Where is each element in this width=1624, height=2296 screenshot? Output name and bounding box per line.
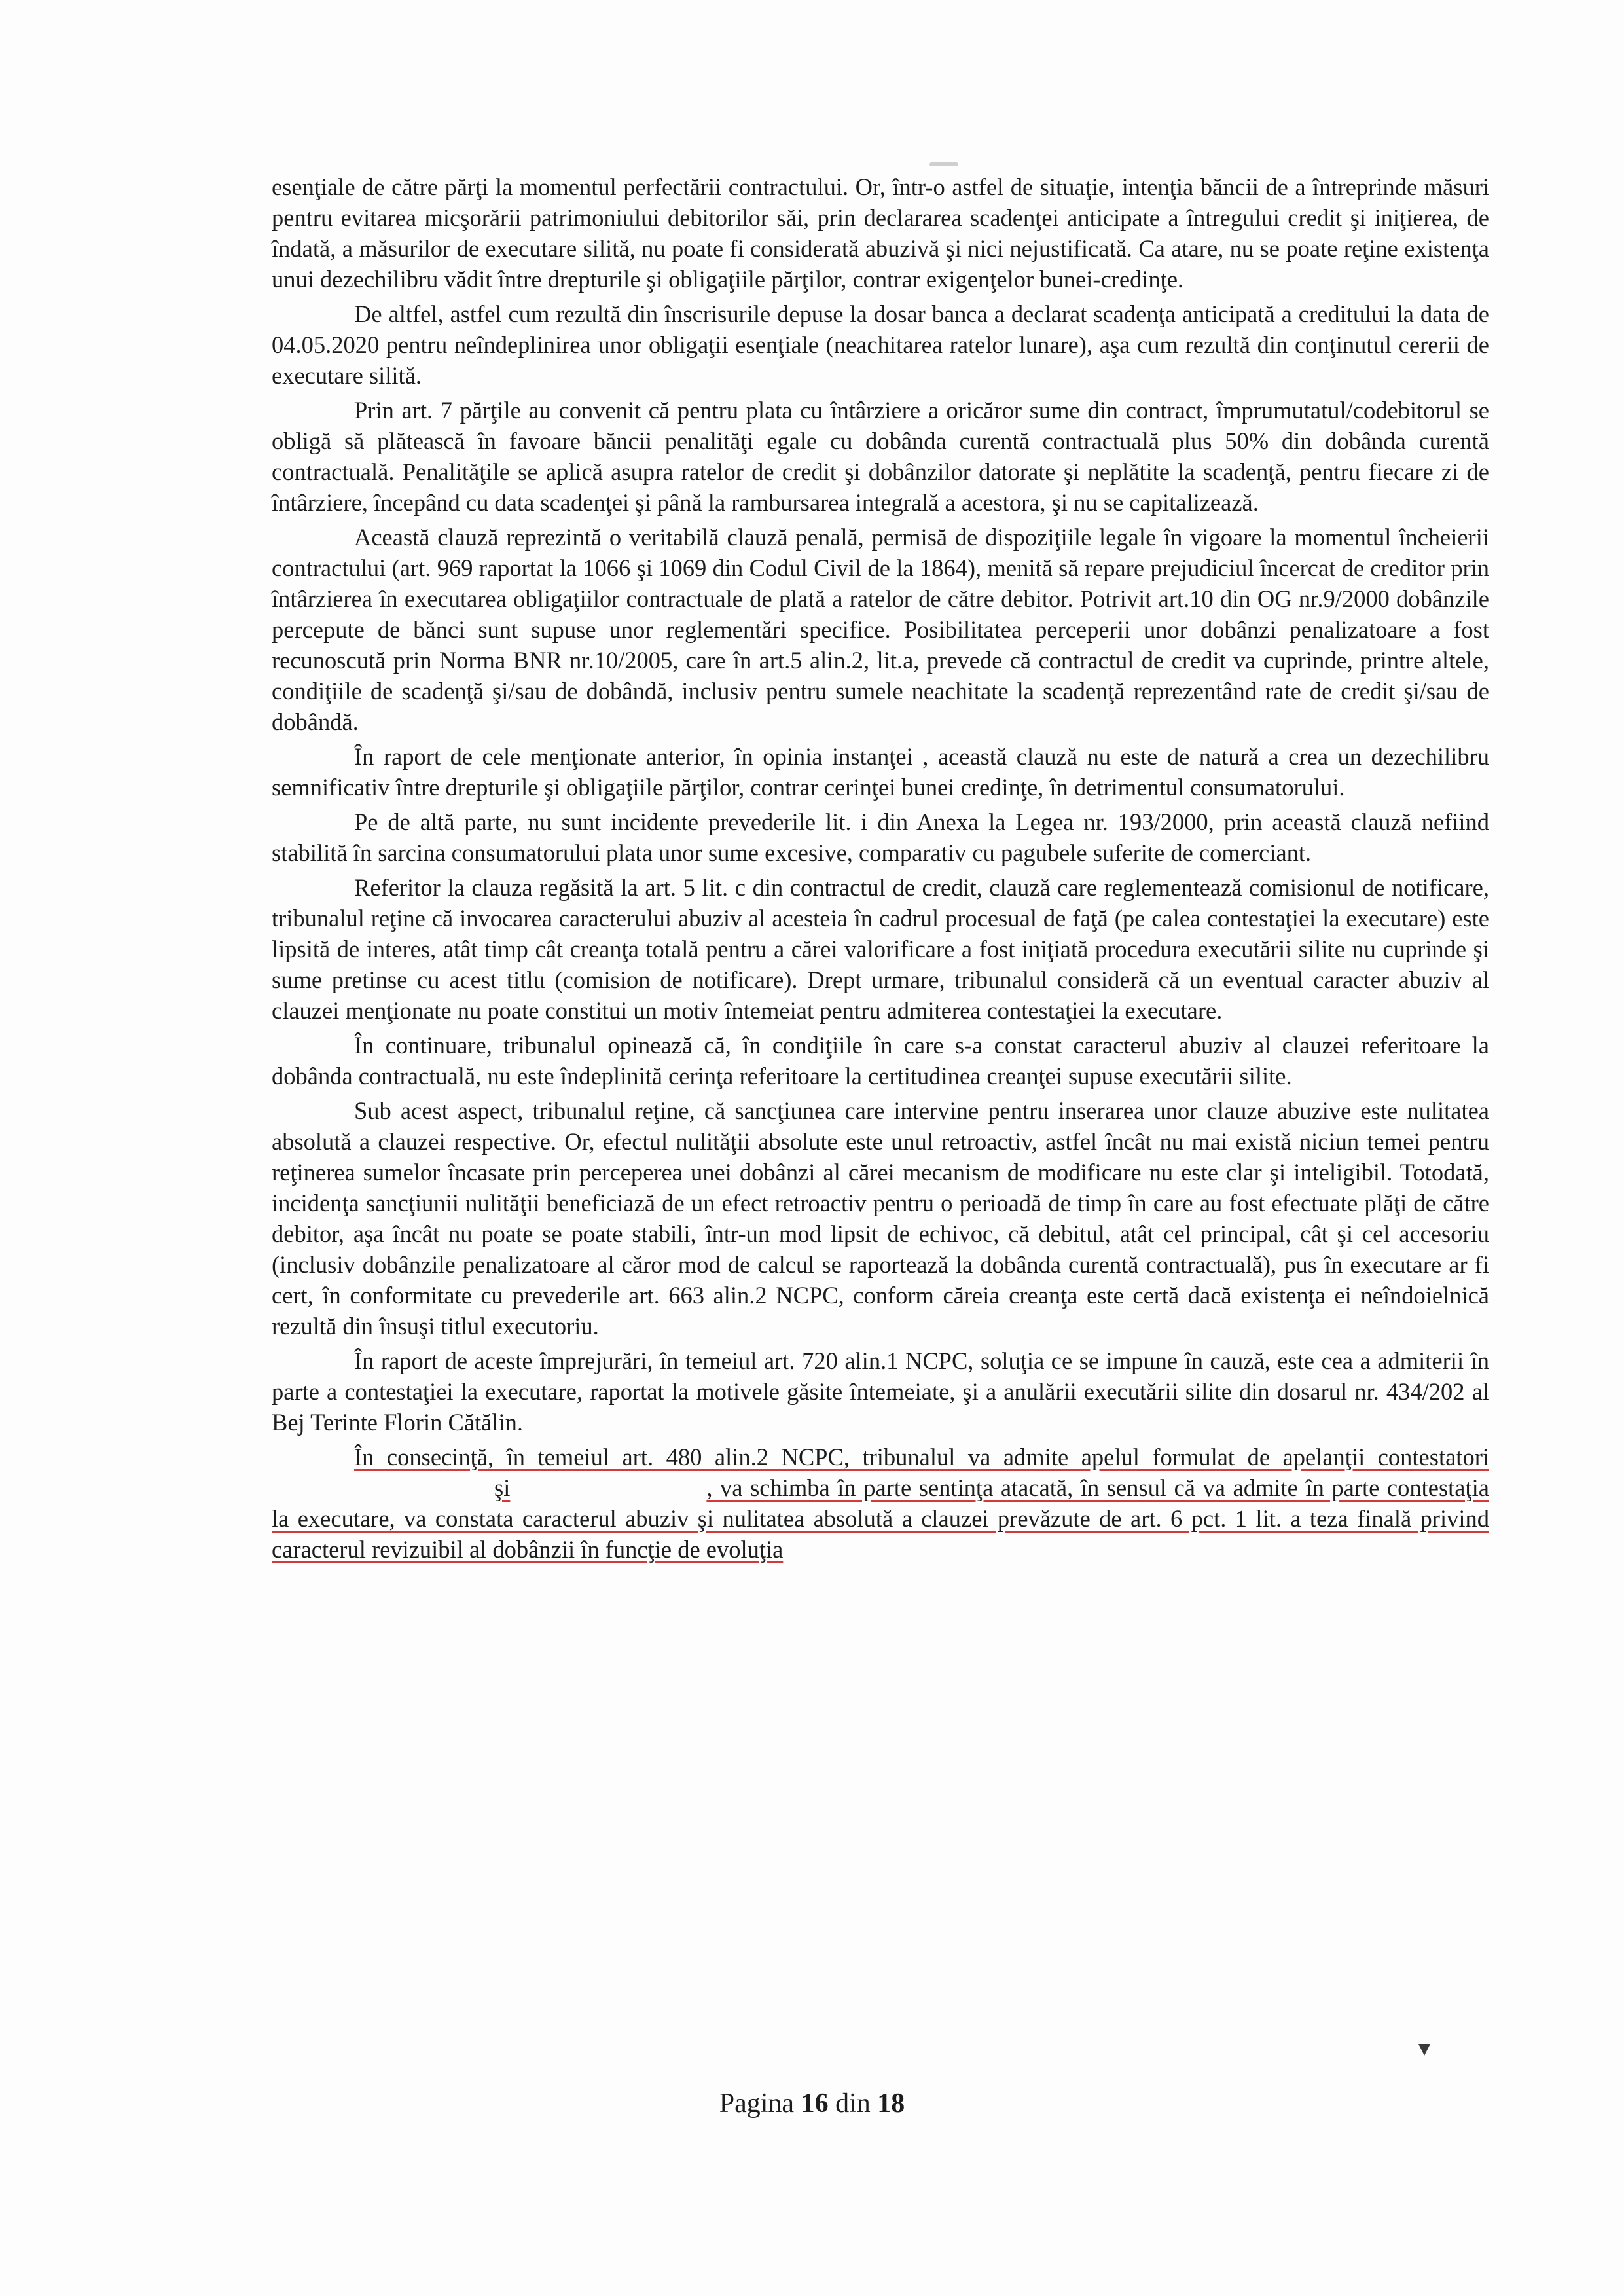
final-part-3: , va schimba în parte sentinţa atacată, în sensul că va admite în parte contestaţia la executare, va constata caracterul abuziv şi nulitatea absolută a clauzei prevăzute de art. 6 pct. 1 lit. a teza finală privind caracterul revizuibil al dobânzii în funcţie de evoluţia (272, 1474, 1489, 1563)
paragraph-7: Referitor la clauza regăsită la art. 5 lit. c din contractul de credit, clauză care reglementează comisionul de notificare, tribunalul reţine că invocarea caracterului abuziv al acesteia în cadrul procesual de faţă (pe calea contestaţiei la executare) este lipsită de interes, atât timp cât creanţa totală pentru a cărei valorificare a fost iniţiată procedura executării silite nu cuprinde şi sume pretinse cu acest titlu (comision de notificare). Drept urmare, tribunalul consideră că un eventual caracter abuziv al clauzei menţionate nu poate constitui un motiv întemeiat pentru admiterea contestaţiei la executare. (272, 874, 1489, 1024)
scan-smudge (929, 162, 958, 166)
scan-mark-icon (1418, 2044, 1430, 2056)
paragraph-3: Prin art. 7 părţile au convenit că pentru plata cu întârziere a oricăror sume din contract, împrumutatul/codebitorul se obligă să plătească în favoare băncii penalităţi egale cu dobânda curentă contractuală plus 50% din dobânda curentă contractuală. Penalităţile se aplică asupra ratelor de credit şi dobânzilor datorate şi neplătite la scadenţă, pentru fiecare zi de întârziere, începând cu data scadenţei şi până la rambursarea integrală a acestora, şi nu se capitalizează. (272, 397, 1489, 516)
page-footer (0, 2087, 1624, 2120)
paragraph-9: Sub acest aspect, tribunalul reţine, că sancţiunea care intervine pentru inserarea unor clauze abuzive este nulitatea absolută a clauzei respective. Or, efectul nulităţii absolute este unul retroactiv, astfel încât nu mai există niciun temei pentru reţinerea sumelor încasate prin perceperea unei dobânzi al cărei mecanism de modificare nu este clar şi inteligibil. Totodată, incidenţa sancţiunii nulităţii beneficiază de un efect retroactiv pentru o perioadă de timp în care au fost efectuate plăţi de către debitor, aşa încât nu poate se poate stabili, într-un mod lipsit de echivoc, că debitul, atât cel principal, cât şi cel accesoriu (inclusiv dobânzile penalizatoare al căror mod de calcul se raportează la dobânda curentă contractuală), pus în executare ar fi cert, în conformitate cu prevederile art. 663 alin.2 NCPC, conform căreia creanţa este certă dacă existenţa ei neîndoielnică rezultă din însuşi titlul executoriu. (272, 1097, 1489, 1339)
document-body (272, 172, 1489, 1569)
final-part-1: În consecinţă, în temeiul art. 480 alin.2 NCPC, tribunalul va admite apelul formulat de apelanţii contestatori (354, 1444, 1489, 1470)
paragraph-1: esenţiale de către părţi la momentul perfectării contractului. Or, într-o astfel de situaţie, intenţia băncii de a întreprinde măsuri pentru evitarea micşorării patrimoniului debitorilor săi, prin declararea scadenţei anticipate a întregului credit şi iniţierea, de îndată, a măsurilor de executare silită, nu poate fi considerată abuzivă şi nici nejustificată. Ca atare, nu se poate reţine existenţa unui dezechilibru vădit între drepturile şi obligaţiile părţilor, contrar exigenţelor bunei-credinţe. (272, 173, 1489, 293)
final-part-2: şi (494, 1474, 511, 1501)
paragraph-8: În continuare, tribunalul opinează că, în condiţiile în care s-a constat caracterul abuziv al clauzei referitoare la dobânda contractuală, nu este îndeplinită cerinţa referitoare la certitudinea creanţei supuse executării silite. (272, 1032, 1489, 1089)
footer-prefix: Pagina (719, 2088, 795, 2119)
paragraph-2: De altfel, astfel cum rezultă din înscrisurile depuse la dosar banca a declarat scadenţa anticipată a creditului la data de 04.05.2020 pentru neîndeplinirea unor obligaţii esenţiale (neachitarea ratelor lunare), aşa cum rezultă din conţinutul cererii de executare silită. (272, 301, 1489, 389)
footer-page-number: 16 (801, 2088, 829, 2119)
paragraph-final (272, 1442, 1489, 1565)
footer-middle: din (835, 2088, 871, 2119)
paragraph-10: În raport de aceste împrejurări, în temeiul art. 720 alin.1 NCPC, soluţia ce se impune în cauză, este cea a admiterii în parte a contestaţiei la executare, raportat la motivele găsite întemeiate, şi a anulării executării silite din dosarul nr. 434/202 al Bej Terinte Florin Cătălin. (272, 1347, 1489, 1436)
paragraph-5: În raport de cele menţionate anterior, în opinia instanţei , această clauză nu este de natură a crea un dezechilibru semnificativ între drepturile şi obligaţiile părţilor, contrar cerinţei bunei credinţe, în detrimentul consumatorului. (272, 743, 1489, 801)
paragraph-6: Pe de altă parte, nu sunt incidente prevederile lit. i din Anexa la Legea nr. 193/2000, prin această clauză nefiind stabilită în sarcina consumatorului plata unor sume excesive, comparativ cu pagubele suferite de comerciant. (272, 809, 1489, 866)
footer-total-pages: 18 (877, 2088, 905, 2119)
paragraph-4: Această clauză reprezintă o veritabilă clauză penală, permisă de dispoziţiile legale în vigoare la momentul încheierii contractului (art. 969 raportat la 1066 şi 1069 din Codul Civil de la 1864), menită să repare prejudiciul încercat de creditor prin întârzierea în executarea obligaţiilor contractuale de plată a ratelor de către debitor. Potrivit art.10 din OG nr.9/2000 dobânzile percepute de bănci sunt supuse unor reglementări specifice. Posibilitatea perceperii unor dobânzi penalizatoare a fost recunoscută prin Norma BNR nr.10/2005, care în art.5 alin.2, lit.a, prevede că contractul de credit va cuprinde, printre altele, condiţiile de scadenţă şi/sau de dobândă, inclusiv pentru sumele neachitate la scadenţă reprezentând rate de credit şi/sau de dobândă. (272, 524, 1489, 735)
